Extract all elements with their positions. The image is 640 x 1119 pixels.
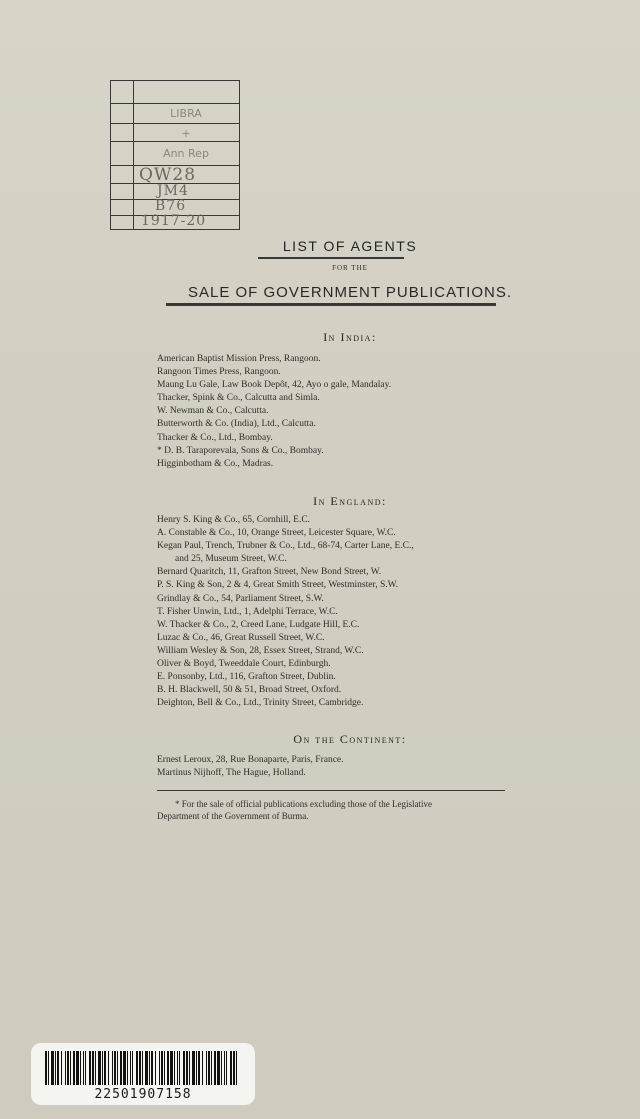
sale-rule — [166, 303, 496, 306]
list-item: Oliver & Boyd, Tweeddale Court, Edinburgh. — [157, 659, 331, 670]
footnote-line-2: Department of the Government of Burma. — [157, 811, 309, 821]
list-item: Ernest Leroux, 28, Rue Bonaparte, Paris, France. — [157, 755, 344, 765]
continent-heading: On the Continent: — [293, 732, 407, 746]
barcode-number: 22501907158 — [94, 1087, 192, 1102]
list-item: Higginbotham & Co., Madras. — [157, 458, 274, 469]
footnote-line-1: * For the sale of official publications excluding those of the Legislative — [175, 799, 433, 809]
list-item: and 25, Museum Street, W.C. — [175, 554, 287, 565]
list-item: * D. B. Taraporevala, Sons & Co., Bombay. — [157, 445, 324, 456]
stamp-jm4: JM4 — [157, 183, 189, 199]
india-heading: In India: — [323, 330, 377, 344]
list-item: Henry S. King & Co., 65, Cornhill, E.C. — [157, 515, 311, 525]
list-item: E. Ponsonby, Ltd., 116, Grafton Street, Dublin. — [157, 672, 336, 683]
stamp-ann-rep: Ann Rep — [163, 147, 209, 160]
list-item: Thacker & Co., Ltd., Bombay. — [157, 432, 273, 443]
list-item: Martinus Nijhoff, The Hague, Holland. — [157, 768, 306, 779]
england-agent-list — [157, 514, 517, 710]
stamp-library-label: LIBRA — [170, 107, 202, 120]
list-item: Kegan Paul, Trench, Trubner & Co., Ltd., 68-74, Carter Lane, E.C., — [157, 541, 414, 552]
continent-agent-list — [157, 754, 517, 780]
library-stamp — [110, 80, 240, 230]
footnote — [157, 798, 517, 822]
footnote-rule — [157, 790, 505, 791]
barcode-label — [31, 1043, 255, 1105]
list-item: Rangoon Times Press, Rangoon. — [157, 367, 281, 378]
list-item: B. H. Blackwell, 50 & 51, Broad Street, Oxford. — [157, 685, 342, 696]
list-item: William Wesley & Son, 28, Essex Street, Strand, W.C. — [157, 645, 364, 656]
stamp-b76: B76 — [155, 198, 187, 214]
list-item: American Baptist Mission Press, Rangoon. — [157, 354, 321, 364]
list-item: Butterworth & Co. (India), Ltd., Calcutta. — [157, 419, 316, 430]
list-item: Thacker, Spink & Co., Calcutta and Simla. — [157, 393, 320, 404]
list-item: Bernard Quaritch, 11, Grafton Street, New Bond Street, W. — [157, 567, 382, 578]
list-item: Maung Lu Gale, Law Book Depôt, 42, Ayo o gale, Mandalay. — [157, 380, 392, 391]
list-item: W. Thacker & Co., 2, Creed Lane, Ludgate Hill, E.C. — [157, 619, 360, 630]
stamp-class-mark: QW28 — [139, 165, 197, 185]
india-agent-list — [157, 353, 517, 471]
for-the-label: FOR THE — [332, 264, 368, 272]
stamp-cross: + — [181, 127, 191, 140]
sale-title: SALE OF GOVERNMENT PUBLICATIONS. — [187, 284, 512, 301]
list-item: A. Constable & Co., 10, Orange Street, Leicester Square, W.C. — [157, 528, 396, 539]
stamp-years: 1917-20 — [141, 213, 207, 229]
list-item: Deighton, Bell & Co., Ltd., Trinity Street, Cambridge. — [157, 698, 364, 709]
barcode-icon — [45, 1051, 241, 1085]
title-rule — [258, 257, 404, 259]
list-item: Grindlay & Co., 54, Parliament Street, S.W. — [157, 593, 324, 604]
list-item: W. Newman & Co., Calcutta. — [157, 406, 269, 417]
list-item: T. Fisher Unwin, Ltd., 1, Adelphi Terrace, W.C. — [157, 606, 338, 617]
list-item: Luzac & Co., 46, Great Russell Street, W.C. — [157, 632, 325, 643]
list-item: P. S. King & Son, 2 & 4, Great Smith Street, Westminster, S.W. — [157, 580, 399, 591]
list-title: LIST OF AGENTS — [282, 238, 418, 254]
england-heading: In England: — [313, 494, 387, 508]
